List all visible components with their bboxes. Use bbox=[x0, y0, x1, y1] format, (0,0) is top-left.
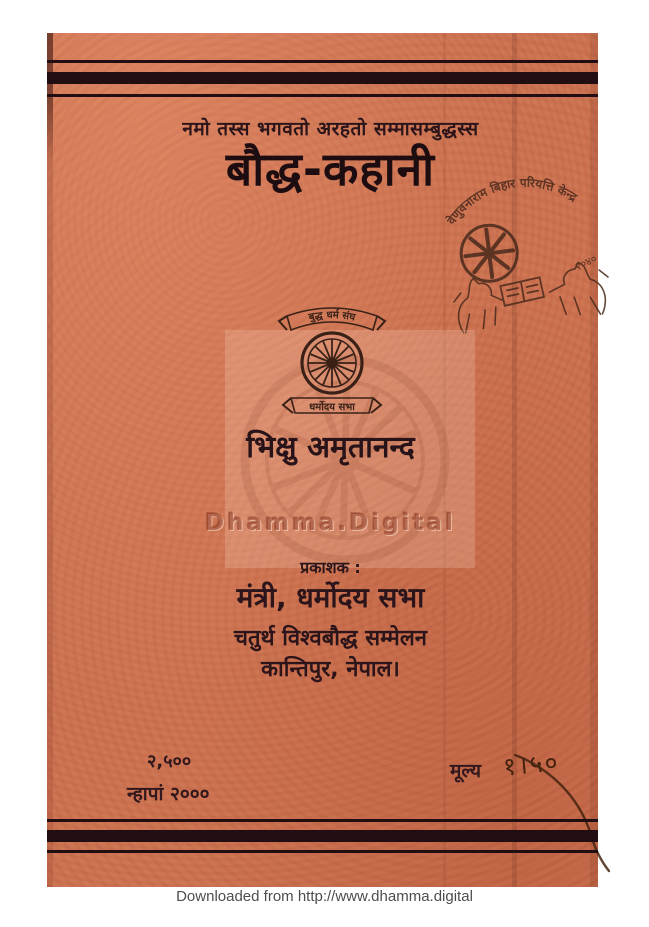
bottom-rule-thin-upper bbox=[47, 819, 598, 822]
stamp-arc-text: वेणुवनाराम बिहार परियत्ति केन्द्र bbox=[444, 175, 580, 228]
emblem-top-banner-text: बुद्ध धर्म संघ bbox=[307, 309, 357, 324]
edition-info: न्हापां २००० bbox=[127, 783, 210, 805]
emblem-bottom-banner-text: धर्मोदय सभा bbox=[309, 402, 355, 413]
price-value-handwritten: १।५० bbox=[501, 747, 561, 782]
download-caption: Downloaded from http://www.dhamma.digital bbox=[176, 888, 473, 905]
copies-count: २,५०० bbox=[147, 751, 192, 772]
stamp-wheel-spokes bbox=[462, 227, 515, 280]
bottom-rule-thin-lower bbox=[47, 850, 598, 853]
homage-line: नमो तस्स भगवतो अरहतो सम्मासम्बुद्धस्स bbox=[182, 118, 479, 140]
stamp-year: २०४० bbox=[572, 251, 600, 274]
publisher-emblem bbox=[267, 299, 397, 421]
book-title: बौद्ध-कहानी bbox=[225, 142, 436, 196]
top-rule-thin-lower bbox=[47, 94, 598, 97]
author-name: भिक्षु अमृतानन्द bbox=[246, 430, 415, 465]
bottom-rule-thick bbox=[47, 830, 598, 842]
top-rule-thin-upper bbox=[47, 60, 598, 63]
publisher-label: प्रकाशक : bbox=[300, 558, 361, 577]
pen-flourish bbox=[477, 723, 627, 893]
stamp-deer-left-icon bbox=[451, 275, 505, 333]
watermark-text: Dhamma.Digital bbox=[205, 510, 456, 536]
cover-spine-shadow bbox=[47, 33, 53, 887]
stamp-book-icon bbox=[500, 277, 545, 306]
publisher-event: चतुर्थ विश्वबौद्ध सम्मेलन bbox=[234, 626, 427, 651]
publisher-name: मंत्री, धर्मोदय सभा bbox=[236, 581, 425, 614]
top-rule-thick bbox=[47, 72, 598, 84]
library-stamp bbox=[418, 164, 632, 352]
publisher-place: कान्तिपुर, नेपाल। bbox=[261, 657, 400, 682]
price-label: मूल्य bbox=[450, 760, 482, 782]
book-cover bbox=[47, 33, 598, 887]
dharma-wheel-icon bbox=[302, 333, 362, 393]
